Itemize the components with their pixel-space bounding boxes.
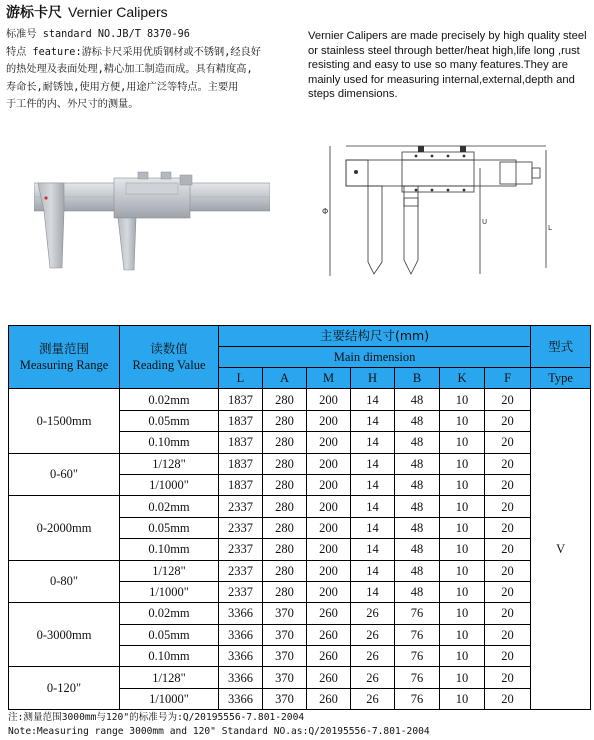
range-cell: 0-80": [9, 560, 120, 603]
title-cn: 游标卡尺: [6, 5, 62, 21]
dimension-cell: 14: [351, 496, 395, 517]
dimension-cell: 14: [351, 453, 395, 474]
dimension-cell: 3366: [219, 603, 263, 624]
dimension-cell: 10: [440, 389, 485, 410]
dimension-cell: 14: [351, 539, 395, 560]
description-line: 于工件的内、外尺寸的测量。: [6, 99, 139, 110]
dimension-cell: 26: [351, 603, 395, 624]
dimension-cell: 2337: [219, 560, 263, 581]
type-cell: V: [531, 389, 591, 710]
dimension-cell: 1837: [219, 474, 263, 495]
reading-cell: 1/128": [120, 560, 219, 581]
range-header-cn: 测量范围: [38, 341, 89, 357]
dimension-cell: 280: [263, 560, 307, 581]
table-row: [9, 560, 591, 581]
dimension-cell: 10: [440, 539, 485, 560]
dimension-cell: 260: [307, 688, 351, 709]
dimension-cell: 370: [263, 646, 307, 667]
dimension-cell: 280: [263, 453, 307, 474]
type-header-en: Type: [531, 368, 591, 389]
dimension-cell: 1837: [219, 432, 263, 453]
dimension-cell: 370: [263, 667, 307, 688]
reading-cell: 1/1000": [120, 688, 219, 709]
dimension-cell: 20: [485, 389, 531, 410]
reading-cell: 1/1000": [120, 474, 219, 495]
dimension-cell: 10: [440, 688, 485, 709]
u-label: U: [482, 218, 488, 226]
l-label: L: [548, 224, 552, 232]
reading-cell: 0.05mm: [120, 410, 219, 431]
range-cell: 0-1500mm: [9, 389, 120, 453]
dimension-cell: 20: [485, 539, 531, 560]
description-line: 标准号 standard NO.JB/T 8370-96: [6, 29, 190, 40]
note-en: Note:Measuring range 3000mm and 120" Standard NO.as:Q/20195556-7.801-2004: [8, 726, 430, 737]
col-header: A: [263, 368, 307, 389]
dimension-cell: 20: [485, 581, 531, 602]
dimension-cell: 26: [351, 688, 395, 709]
dimension-cell: 76: [395, 667, 440, 688]
range-cell: 0-120": [9, 667, 120, 710]
dimension-cell: 280: [263, 432, 307, 453]
range-cell: 0-60": [9, 453, 120, 496]
dimension-cell: 10: [440, 603, 485, 624]
dimension-cell: 48: [395, 389, 440, 410]
dimension-cell: 10: [440, 560, 485, 581]
reading-header-en: Reading Value: [132, 358, 206, 373]
dimension-cell: 76: [395, 603, 440, 624]
dimension-cell: 14: [351, 517, 395, 538]
dimension-cell: 280: [263, 539, 307, 560]
dimension-cell: 1837: [219, 453, 263, 474]
reading-cell: 0.02mm: [120, 496, 219, 517]
table-row: [9, 496, 591, 517]
dimension-cell: 2337: [219, 517, 263, 538]
dimension-cell: 3366: [219, 624, 263, 645]
dimension-cell: 76: [395, 646, 440, 667]
dimension-cell: 20: [485, 432, 531, 453]
reading-cell: 1/1000": [120, 581, 219, 602]
english-description: Vernier Calipers are made precisely by high quality steel or stainless steel through better/heat high,life long ,rust resisting and easy to use so many features.They are mainly used for measuring internal,external,depth and steps dimensions.: [308, 30, 587, 100]
reading-cell: 1/128": [120, 453, 219, 474]
dimension-cell: 200: [307, 432, 351, 453]
reading-cell: 0.05mm: [120, 517, 219, 538]
dimension-cell: 26: [351, 624, 395, 645]
dimension-cell: 48: [395, 474, 440, 495]
dimension-cell: 48: [395, 410, 440, 431]
dimension-cell: 280: [263, 517, 307, 538]
dimension-cell: 20: [485, 474, 531, 495]
reading-cell: 0.02mm: [120, 389, 219, 410]
dimension-cell: 1837: [219, 410, 263, 431]
dimension-cell: 2337: [219, 539, 263, 560]
range-cell: 0-2000mm: [9, 496, 120, 560]
dimension-cell: 260: [307, 646, 351, 667]
dimension-cell: 14: [351, 410, 395, 431]
dimension-cell: 260: [307, 624, 351, 645]
phi-label: Φ: [322, 207, 329, 216]
dimension-cell: 2337: [219, 581, 263, 602]
dimension-cell: 370: [263, 624, 307, 645]
dimension-cell: 10: [440, 432, 485, 453]
chinese-description: [6, 26, 294, 114]
range-header: [9, 326, 120, 389]
dimension-cell: 200: [307, 496, 351, 517]
dimension-cell: 10: [440, 410, 485, 431]
dimension-cell: 48: [395, 496, 440, 517]
description-line: 的热处理及表面处理,精心加工制造而成。具有精度高,: [6, 64, 253, 75]
dimension-cell: 20: [485, 624, 531, 645]
reading-cell: 0.02mm: [120, 603, 219, 624]
col-header: L: [219, 368, 263, 389]
spec-table: [8, 325, 591, 710]
type-header-cn: 型式: [531, 326, 591, 368]
reading-cell: 0.05mm: [120, 624, 219, 645]
footnotes: [8, 711, 590, 739]
dimension-cell: 20: [485, 560, 531, 581]
dimension-cell: 10: [440, 496, 485, 517]
dimension-cell: 370: [263, 603, 307, 624]
table-row: [9, 603, 591, 624]
reading-cell: 0.10mm: [120, 432, 219, 453]
dimension-cell: 10: [440, 453, 485, 474]
dimension-cell: 14: [351, 389, 395, 410]
description-line: 寿命长,耐锈蚀,使用方便,用途广泛等特点。主要用: [6, 81, 239, 93]
reading-cell: 0.10mm: [120, 539, 219, 560]
dimension-cell: 280: [263, 389, 307, 410]
dimension-cell: 3366: [219, 667, 263, 688]
table-row: [9, 453, 591, 474]
table-row: [9, 667, 591, 688]
dimension-cell: 20: [485, 646, 531, 667]
dimension-cell: 20: [485, 688, 531, 709]
table-row: [9, 389, 591, 410]
dimension-cell: 10: [440, 646, 485, 667]
dimension-cell: 48: [395, 581, 440, 602]
reading-header: [120, 326, 219, 389]
dimension-cell: 200: [307, 517, 351, 538]
dimension-cell: 200: [307, 389, 351, 410]
col-header: K: [440, 368, 485, 389]
dimension-cell: 10: [440, 581, 485, 602]
dimension-cell: 200: [307, 410, 351, 431]
main-header-cn: 主要结构尺寸(mm): [219, 326, 531, 347]
dimension-cell: 260: [307, 603, 351, 624]
dimension-cell: 20: [485, 453, 531, 474]
col-header: B: [395, 368, 440, 389]
reading-header-cn: 读数值: [150, 341, 188, 357]
main-header-en: Main dimension: [219, 347, 531, 368]
dimension-cell: 200: [307, 560, 351, 581]
dimension-cell: 280: [263, 496, 307, 517]
dimension-cell: 76: [395, 688, 440, 709]
dimension-cell: 48: [395, 432, 440, 453]
dimension-cell: 3366: [219, 688, 263, 709]
dimension-cell: 3366: [219, 646, 263, 667]
dimension-cell: 10: [440, 474, 485, 495]
dimension-cell: 10: [440, 517, 485, 538]
dimension-cell: 14: [351, 560, 395, 581]
dimension-cell: 26: [351, 646, 395, 667]
col-header: M: [307, 368, 351, 389]
title-row: [6, 2, 168, 22]
dimension-cell: 14: [351, 581, 395, 602]
dimension-cell: 1837: [219, 389, 263, 410]
dimension-cell: 14: [351, 474, 395, 495]
dimension-cell: 26: [351, 667, 395, 688]
dimension-cell: 48: [395, 517, 440, 538]
range-header-en: Measuring Range: [19, 358, 109, 373]
dimension-cell: 48: [395, 560, 440, 581]
dimension-cell: 200: [307, 581, 351, 602]
dimension-cell: 2337: [219, 496, 263, 517]
reading-cell: 0.10mm: [120, 646, 219, 667]
col-header: H: [351, 368, 395, 389]
dimension-cell: 200: [307, 539, 351, 560]
dimension-cell: 10: [440, 667, 485, 688]
dimension-cell: 200: [307, 453, 351, 474]
dimension-cell: 200: [307, 474, 351, 495]
dimension-cell: 20: [485, 410, 531, 431]
spec-table-body: [9, 389, 591, 710]
dimension-cell: 48: [395, 539, 440, 560]
dimension-cell: 280: [263, 474, 307, 495]
reading-cell: 1/128": [120, 667, 219, 688]
col-header: F: [485, 368, 531, 389]
caliper-photo: [34, 170, 270, 276]
note-cn: 注:测量范围3000mm与120"的标准号为:Q/20195556-7.801-2004: [8, 712, 305, 723]
dimension-cell: 20: [485, 496, 531, 517]
dimension-cell: 260: [307, 667, 351, 688]
dimension-cell: 20: [485, 667, 531, 688]
dimension-cell: 10: [440, 624, 485, 645]
dimension-cell: 280: [263, 410, 307, 431]
technical-drawing: [316, 138, 578, 288]
dimension-cell: 20: [485, 517, 531, 538]
dimension-cell: 14: [351, 432, 395, 453]
dimension-cell: 48: [395, 453, 440, 474]
description-line: 特点 feature:游标卡尺采用优质钢材或不锈钢,经良好: [6, 46, 261, 58]
dimension-cell: 20: [485, 603, 531, 624]
range-cell: 0-3000mm: [9, 603, 120, 667]
dimension-cell: 370: [263, 688, 307, 709]
dimension-cell: 76: [395, 624, 440, 645]
dimension-cell: 280: [263, 581, 307, 602]
title-en: Vernier Calipers: [68, 4, 168, 20]
